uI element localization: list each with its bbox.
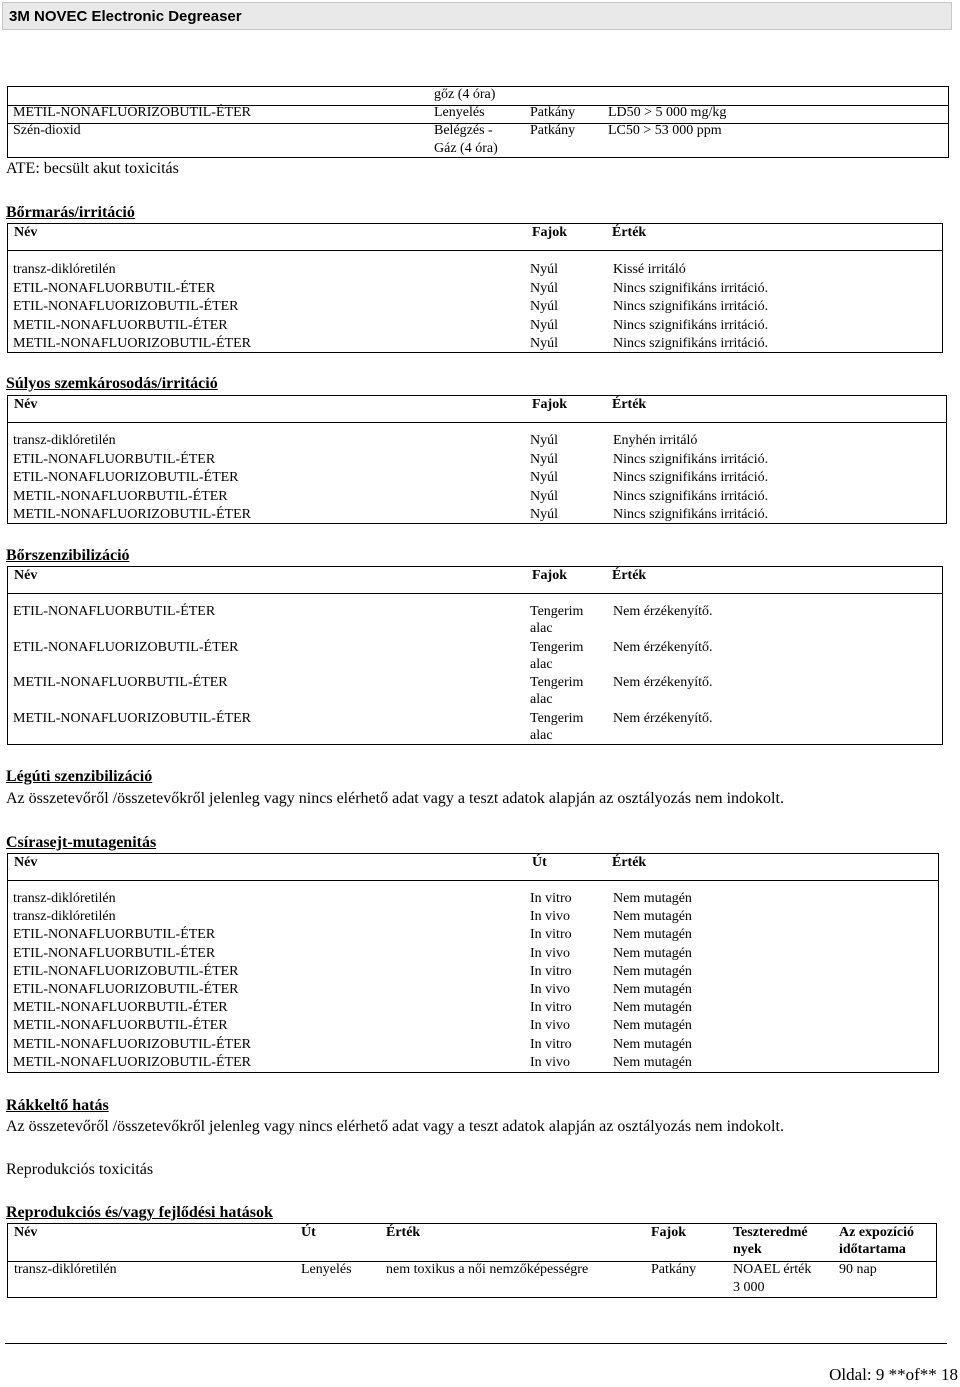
skin-value-cell: Nincs szignifikáns irritáció. <box>613 336 769 351</box>
skin-name-cell: METIL-NONAFLUORBUTIL-ÉTER <box>13 317 228 333</box>
muta-route-cell: In vivo <box>530 1054 571 1070</box>
muta-name-cell: ETIL-NONAFLUORIZOBUTIL-ÉTER <box>13 963 239 979</box>
column-header-value: Érték <box>612 225 647 240</box>
sens-section-title: Bőrszenzibilizáció <box>6 547 130 564</box>
reprodev-result: NOAEL érték <box>733 1262 812 1277</box>
eye-name-cell: transz-diklóretilén <box>13 433 116 448</box>
page-number: Oldal: 9 **of** 18 <box>829 1365 958 1384</box>
muta-name-cell: transz-diklóretilén <box>13 909 116 925</box>
muta-name-cell: METIL-NONAFLUORIZOBUTIL-ÉTER <box>13 1054 251 1070</box>
reprodev-result: 3 000 <box>733 1280 765 1295</box>
column-header-result: Teszteredmé <box>733 1225 808 1240</box>
sens-value-cell: Nem érzékenyítő. <box>613 604 713 619</box>
document-title-bar <box>2 2 952 30</box>
muta-route-cell: In vitro <box>530 963 572 979</box>
muta-route-cell: In vivo <box>530 1018 571 1034</box>
sens-value-cell: Nem érzékenyítő. <box>613 675 713 690</box>
muta-name-cell: transz-diklóretilén <box>13 891 116 906</box>
muta-value-cell: Nem mutagén <box>613 927 692 943</box>
eye-value-cell: Nincs szignifikáns irritáció. <box>613 470 769 485</box>
sens-species1-cell: Tengerim <box>530 710 584 726</box>
acute-species: Patkány <box>530 123 576 138</box>
muta-section-title: Csírasejt-mutagenitás <box>6 834 157 851</box>
reprodev-route: Lenyelés <box>301 1262 352 1277</box>
column-header-result: nyek <box>733 1242 762 1257</box>
column-header-name: Név <box>14 397 38 412</box>
sens-name-cell: METIL-NONAFLUORIZOBUTIL-ÉTER <box>13 710 251 726</box>
skin-species-cell: Nyúl <box>530 299 558 314</box>
muta-value-cell: Nem mutagén <box>613 982 692 997</box>
eye-name-cell: METIL-NONAFLUORBUTIL-ÉTER <box>13 488 228 504</box>
muta-value-cell: Nem mutagén <box>613 963 692 979</box>
reprodev-section-title: Reprodukciós és/vagy fejlődési hatások <box>6 1204 273 1221</box>
muta-value-cell: Nem mutagén <box>613 1036 692 1052</box>
muta-name-cell: ETIL-NONAFLUORBUTIL-ÉTER <box>13 945 216 961</box>
document-title: 3M NOVEC Electronic Degreaser <box>9 8 242 25</box>
column-header-species: Fajok <box>532 225 567 240</box>
column-header-value: Érték <box>612 855 647 870</box>
eye-value-cell: Nincs szignifikáns irritáció. <box>613 488 769 504</box>
muta-route-cell: In vivo <box>530 982 571 997</box>
acute-name: Szén-dioxid <box>13 123 81 138</box>
carc-section-title: Rákkeltő hatás <box>6 1097 109 1114</box>
column-header-species: Fajok <box>532 397 567 412</box>
muta-name-cell: ETIL-NONAFLUORIZOBUTIL-ÉTER <box>13 982 239 997</box>
sens-value-cell: Nem érzékenyítő. <box>613 710 713 726</box>
skin-name-cell: ETIL-NONAFLUORIZOBUTIL-ÉTER <box>13 299 239 314</box>
eye-section-title: Súlyos szemkárosodás/irritáció <box>6 375 218 392</box>
acute-value: LC50 > 53 000 ppm <box>608 123 722 138</box>
muta-value-cell: Nem mutagén <box>613 891 692 906</box>
sens-species1-cell: Tengerim <box>530 675 584 690</box>
column-header-exposure: időtartama <box>839 1242 906 1257</box>
skin-name-cell: transz-diklóretilén <box>13 262 116 277</box>
sens-species2-cell: alac <box>530 656 553 672</box>
footer-rule <box>5 1343 947 1344</box>
column-header-value: Érték <box>612 568 647 583</box>
skin-name-cell: ETIL-NONAFLUORBUTIL-ÉTER <box>13 280 216 296</box>
acute-name: METIL-NONAFLUORIZOBUTIL-ÉTER <box>13 105 251 120</box>
ate-note: ATE: becsült akut toxicitás <box>6 160 179 177</box>
muta-value-cell: Nem mutagén <box>613 909 692 925</box>
acute-route: gőz (4 óra) <box>434 87 496 102</box>
sens-species2-cell: alac <box>530 727 553 743</box>
column-header-name: Név <box>14 568 38 583</box>
muta-route-cell: In vitro <box>530 1036 572 1052</box>
reprodev-species: Patkány <box>651 1262 697 1277</box>
sens-name-cell: ETIL-NONAFLUORBUTIL-ÉTER <box>13 604 216 619</box>
sens-name-cell: ETIL-NONAFLUORIZOBUTIL-ÉTER <box>13 639 239 655</box>
eye-species-cell: Nyúl <box>530 433 558 448</box>
column-header-exposure: Az expozíció <box>839 1225 915 1240</box>
muta-name-cell: METIL-NONAFLUORBUTIL-ÉTER <box>13 1018 228 1034</box>
table-header-divider <box>8 880 938 881</box>
column-header-name: Név <box>14 1225 38 1240</box>
muta-value-cell: Nem mutagén <box>613 1000 692 1016</box>
skin-value-cell: Kissé irritáló <box>613 262 686 277</box>
sens-value-cell: Nem érzékenyítő. <box>613 639 713 655</box>
repro-section-title: Reprodukciós toxicitás <box>6 1161 154 1178</box>
skin-species-cell: Nyúl <box>530 336 558 351</box>
sens-species1-cell: Tengerim <box>530 604 584 619</box>
eye-name-cell: ETIL-NONAFLUORBUTIL-ÉTER <box>13 451 216 467</box>
table-header-divider <box>8 250 942 251</box>
acute-species: Patkány <box>530 105 576 120</box>
skin-value-cell: Nincs szignifikáns irritáció. <box>613 317 769 333</box>
eye-species-cell: Nyúl <box>530 451 558 467</box>
acute-route: Lenyelés <box>434 105 485 120</box>
muta-value-cell: Nem mutagén <box>613 1054 692 1070</box>
eye-species-cell: Nyúl <box>530 470 558 485</box>
reprodev-exposure: 90 nap <box>839 1262 877 1277</box>
carc-text: Az összetevőről /összetevőkről jelenleg vagy nincs elérhető adat vagy a teszt adatok alapján az osztályozás nem indokolt. <box>6 1118 784 1135</box>
resp-section-title: Légúti szenzibilizáció <box>6 768 153 785</box>
muta-name-cell: METIL-NONAFLUORBUTIL-ÉTER <box>13 1000 228 1016</box>
sens-species1-cell: Tengerim <box>530 639 584 655</box>
sens-species2-cell: alac <box>530 692 553 707</box>
column-header-value: Érték <box>612 397 647 412</box>
muta-route-cell: In vitro <box>530 1000 572 1016</box>
sens-name-cell: METIL-NONAFLUORBUTIL-ÉTER <box>13 675 228 690</box>
skin-name-cell: METIL-NONAFLUORIZOBUTIL-ÉTER <box>13 336 251 351</box>
eye-species-cell: Nyúl <box>530 488 558 504</box>
acute-route: Gáz (4 óra) <box>434 141 498 156</box>
muta-route-cell: In vitro <box>530 927 572 943</box>
reprodev-name: transz-diklóretilén <box>14 1262 117 1277</box>
muta-route-cell: In vivo <box>530 945 571 961</box>
muta-value-cell: Nem mutagén <box>613 945 692 961</box>
acute-value: LD50 > 5 000 mg/kg <box>608 105 727 120</box>
table-header-divider <box>8 422 946 423</box>
eye-value-cell: Nincs szignifikáns irritáció. <box>613 451 769 467</box>
column-header-value: Érték <box>386 1225 421 1240</box>
muta-route-cell: In vitro <box>530 891 572 906</box>
eye-name-cell: ETIL-NONAFLUORIZOBUTIL-ÉTER <box>13 470 239 485</box>
column-header-name: Név <box>14 225 38 240</box>
skin-section-title: Bőrmarás/irritáció <box>6 204 135 221</box>
skin-species-cell: Nyúl <box>530 280 558 296</box>
skin-value-cell: Nincs szignifikáns irritáció. <box>613 299 769 314</box>
resp-text: Az összetevőről /összetevőkről jelenleg vagy nincs elérhető adat vagy a teszt adatok alapján az osztályozás nem indokolt. <box>6 790 784 807</box>
column-header-species: Fajok <box>651 1225 686 1240</box>
sens-species2-cell: alac <box>530 621 553 636</box>
acute-route: Belégzés - <box>434 123 493 138</box>
column-header-route: Út <box>301 1225 316 1240</box>
column-header-route: Út <box>532 855 547 870</box>
skin-species-cell: Nyúl <box>530 317 558 333</box>
eye-value-cell: Nincs szignifikáns irritáció. <box>613 507 769 522</box>
reprodev-value: nem toxikus a női nemzőképességre <box>386 1262 589 1277</box>
muta-value-cell: Nem mutagén <box>613 1018 692 1034</box>
eye-name-cell: METIL-NONAFLUORIZOBUTIL-ÉTER <box>13 507 251 522</box>
skin-species-cell: Nyúl <box>530 262 558 277</box>
column-header-name: Név <box>14 855 38 870</box>
muta-name-cell: METIL-NONAFLUORIZOBUTIL-ÉTER <box>13 1036 251 1052</box>
eye-species-cell: Nyúl <box>530 507 558 522</box>
eye-value-cell: Enyhén irritáló <box>613 433 698 448</box>
muta-route-cell: In vivo <box>530 909 571 925</box>
muta-name-cell: ETIL-NONAFLUORBUTIL-ÉTER <box>13 927 216 943</box>
column-header-species: Fajok <box>532 568 567 583</box>
skin-value-cell: Nincs szignifikáns irritáció. <box>613 280 769 296</box>
table-header-divider <box>8 593 942 594</box>
